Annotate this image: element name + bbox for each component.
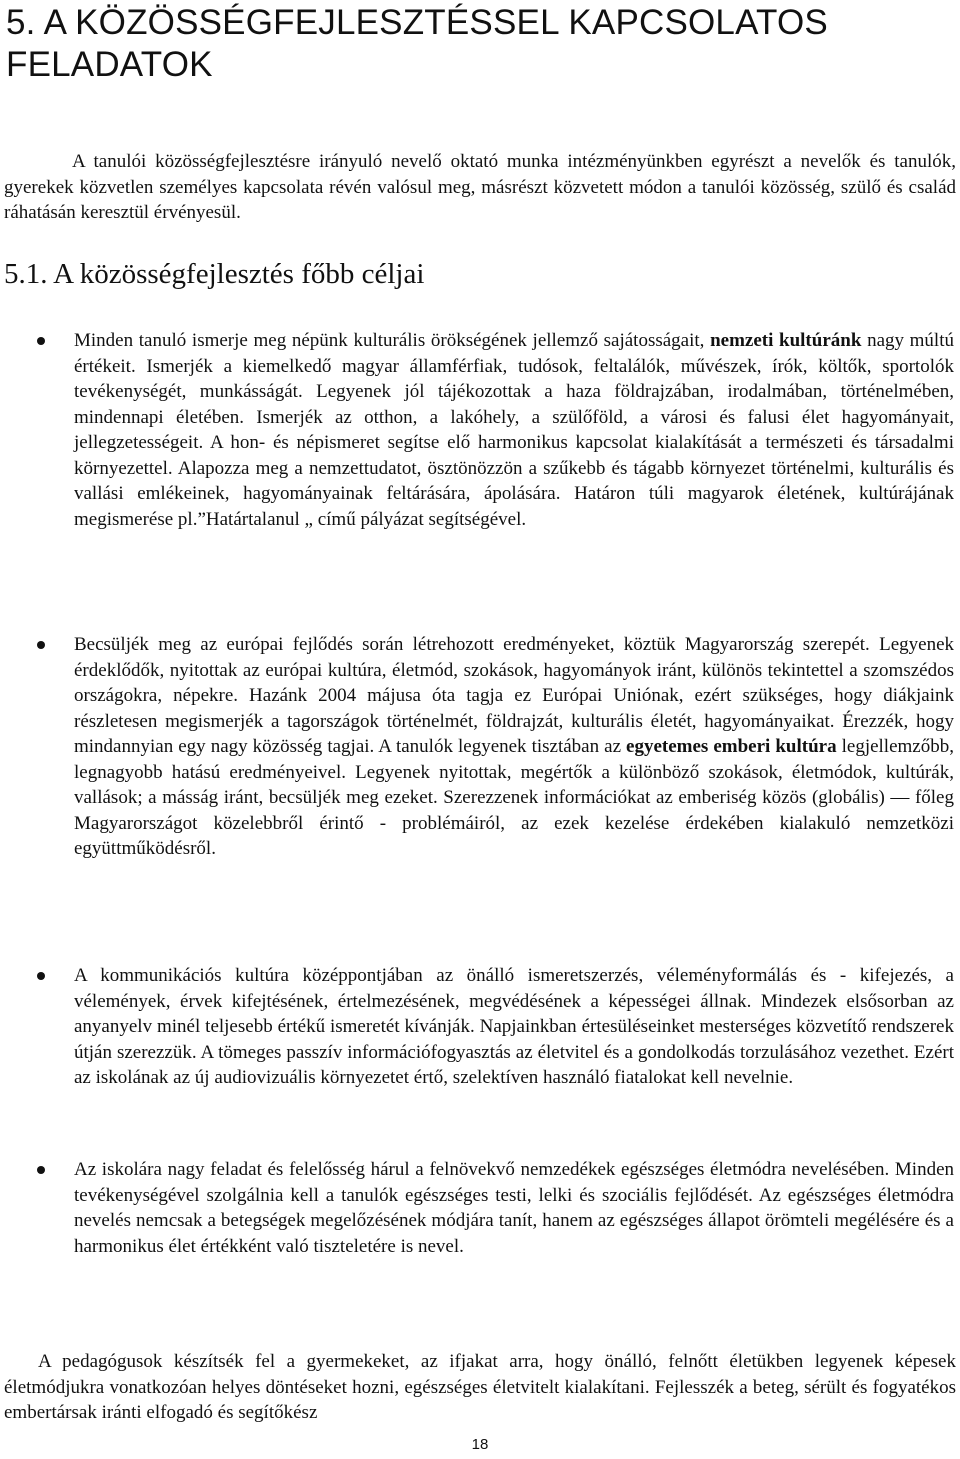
list-item	[74, 1157, 954, 1259]
page-number: 18	[471, 1436, 489, 1453]
list-item-text: Az iskolára nagy feladat és felelősség hárul a felnövekvő nemzedékek egészséges életmódra nevelésében. Minden tevékenységével szolgálnia kell a tanulók egészséges testi, lelki és szociális fejlődését. Az egészséges életmódra nevelés nemcsak a betegségek megelőzésének módjára tanít, hanem az egészséges állapot örömteli megélésére és a harmonikus élet értékként való tiszteletére is nevel.	[74, 1159, 954, 1257]
list-item-bold-text: nemzeti kultúránk	[710, 330, 862, 351]
section-title: 5.1. A közösségfejlesztés főbb céljai	[4, 258, 425, 290]
list-item-text: nagy múltú értékeit. Ismerjék a kiemelkedő magyar államférfiak, tudósok, feltalálók, művészek, írók, költők, sportolók tevékenységét, munkásságát. Legyenek jól tájékozottak a haza földrajzában, irodalmában, történelmében, mindennapi életében. Ismerjék az otthon, a lakóhely, a szülőföld, a városi és falusi élet hagyományait, jellegzetességeit. A hon- és népismeret segítse elő harmonikus kapcsolat kialakítását a természeti és társadalmi környezettel. Alapozza meg a nemzettudatot, ösztönözzön a szűkebb és tágabb környezet történelmi, kulturális és vallási emlékeinek, hagyományainak feltárására, ápolására. Határon túli magyarok életének, kultúrájának megismerése pl.”Határtalanul „ című pályázat segítségével.	[74, 330, 954, 530]
list-item-text: Minden tanuló ismerje meg népünk kulturális örökségének jellemző sajátosságait,	[74, 330, 711, 351]
bullet-icon	[37, 1166, 45, 1174]
intro-paragraph: A tanulói közösségfejlesztésre irányuló nevelő oktató munka intézményünkben egyrészt a nevelők és tanulók, gyerekek közvetlen személyes kapcsolata révén valósul meg, másrészt közvetett módon a tanulói közösség, szülő és család ráhatásán keresztül érvényesül.	[4, 151, 956, 223]
bullet-icon	[37, 337, 45, 345]
chapter-title: 5. A KÖZÖSSÉGFEJLESZTÉSSEL KAPCSOLATOS FELADATOK	[6, 3, 828, 84]
list-item-text: Becsüljék meg az európai fejlődés során létrehozott eredményeket, köztük Magyarország szerepét. Legyenek érdeklődők, nyitottak az európai kultúra, életmód, szokások, hagyományok iránt, különös tekintettel a szomszédos országokra, népekre. Hazánk 2004 májusa óta tagja ez Európai Uniónak, ezért szükséges, hogy diákjaink részletesen megismerjék a tagországok történelmét, földrajzát, kulturális életét, hagyományaikat. Érezzék, hogy mindannyian egy nagy közösség tagjai. A tanulók legyenek tisztában az	[74, 634, 954, 757]
bullet-icon	[37, 972, 45, 980]
bullet-icon	[37, 641, 45, 649]
list-item-bold-text: egyetemes emberi kultúra	[626, 736, 837, 757]
list-item-text: A kommunikációs kultúra középpontjában az önálló ismeretszerzés, véleményformálás és - kifejezés, a vélemények, érvek kifejtésének, értelmezésének, megvédésének a képességei állnak. Mindezek elsősorban az anyanyelv minél teljesebb értékű ismeretét kívánják. Napjainkban értesüléseinket mesterséges közvetítő rendszerek útján szerezzük. A tömeges passzív információfogyasztás az életvitel és a gondolkodás torzulásához vezethet. Ezért az iskolának az új audiovizuális környezetet értő, szelektíven használó fiatalokat kell nevelnie.	[74, 965, 954, 1088]
list-item	[74, 328, 954, 532]
list-item-text: legjellemzőbb, legnagyobb hatású eredményeivel. Legyenek nyitottak, megértők a különböző szokások, életmódok, kultúrák, vallások; a másság iránt, becsüljék meg ezeket. Szerezzenek információkat az emberiség közös (globális) — főleg Magyarországot közelebbről érintő - problémáiról, az ezek kezelése érdekében kialakuló nemzetközi együttműködésről.	[74, 736, 954, 859]
list-item	[74, 963, 954, 1091]
closing-paragraph: A pedagógusok készítsék fel a gyermekeket, az ifjakat arra, hogy önálló, felnőtt életükben legyenek képesek életmódjukra vonatkozóan helyes döntéseket hozni, egészséges életvitelt kialakítani. Fejlesszék a beteg, sérült és fogyatékos embertársak iránti elfogadó és segítőkész	[4, 1351, 956, 1423]
list-item	[74, 632, 954, 862]
